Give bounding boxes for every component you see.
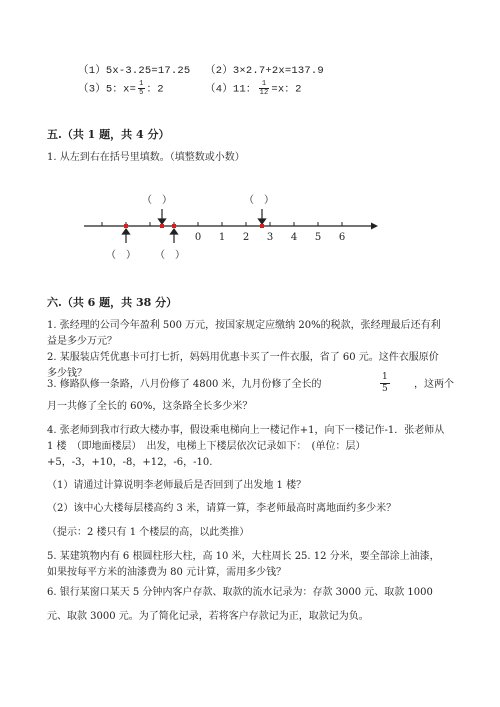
down-arrow-head-1 [159,219,166,224]
section-6-question-1: 1. 张经理的公司今年盈利 500 万元，按国家规定应缴纳 20%的税款，张经理最后还有利益是多少万元？ [47,320,441,347]
section-5-title: 五.（共 1 题，共 4 分） [47,128,170,141]
down-arrow-head-2 [259,219,266,224]
point-a [124,224,128,228]
bracket-bottom-1: （ ） [106,250,136,261]
tick-label-5: 5 [314,232,322,243]
equation-3-numerator: 1 [139,80,144,88]
section-6-title: 六.（共 6 题，共 38 分） [47,296,178,309]
bracket-top-1: （ ） [142,195,172,206]
question-3-text-before: 3. 修路队修一条路，八月份修了 4800 米，九月份修了全长的 [47,379,322,390]
equation-3-denominator: 5 [139,89,144,97]
question-3-denominator: 5 [382,384,388,394]
equation-4-numerator: 1 [259,80,270,89]
tick-label-6: 6 [338,232,346,243]
bracket-bottom-2: （ ） [155,250,185,261]
point-d [260,224,264,228]
tick-label-2: 2 [242,232,250,243]
question-4-sub-1: （1）请通过计算说明李老师最后是否回到了出发地 1 楼？ [47,480,307,491]
equation-4-left: （4）11： [205,83,257,96]
up-arrow-head-1 [123,229,130,234]
equation-4-denominator: 12 [259,89,269,97]
question-3-fraction [380,372,390,395]
equation-4 [205,80,302,97]
section-5-question-1: 1. 从左到右在括号里填数。（填整数或小数） [47,152,245,163]
equation-1: （1）5x-3.25=17.25 [78,65,191,77]
point-b [160,224,164,228]
equation-3-fraction [138,80,144,97]
number-line-arrowhead [371,223,378,230]
equation-4-fraction [259,80,270,97]
question-4-sub-2: （2）该中心大楼每层楼高约 3 米，请算一算，李老师最高时离地面约多少米？ [47,503,397,514]
tick-label-4: 4 [290,232,298,243]
tick-label-1: 1 [218,232,226,243]
equation-2: （2）3×2.7+2x=137.9 [205,65,324,77]
equation-3-right: ：2 [146,83,164,96]
question-3-numerator: 1 [382,372,388,382]
number-line-diagram [0,185,500,270]
section-6-question-6: 6. 银行某窗口某天 5 分钟内客户存款、取款的流水记录为：存款 3000 元、取款 1000 元、取款 3000 元。为了简化记录，若将客户存款记为正，取款记为负。 [47,587,433,622]
point-c [172,224,176,228]
section-6-question-2: 2. 某服装店凭优惠卡可打七折，妈妈用优惠卡买了一件衣服，省了 60 元。这件衣服原价多少钱？ [47,352,439,379]
equation-4-right: =x：2 [271,83,302,96]
question-4-hint: （提示：2 楼只有 1 个楼层的高，以此类推） [47,527,250,538]
question-3-text-after: ，这两个 [414,379,454,390]
section-6-question-3-line-1 [47,377,322,393]
tick-label-0: 0 [194,232,202,243]
equation-3-left: （3）5：x= [78,83,137,96]
up-arrow-head-2 [171,229,178,234]
equation-3 [78,80,164,97]
section-6-question-3-line-2: 月一共修了全长的 60%，这条路全长多少米？ [47,401,253,412]
tick-label-3: 3 [266,232,274,243]
section-6-question-5: 5. 某建筑物内有 6 根圆柱形大柱，高 10 米，大柱周长 25. 12 分米，要全部涂上油漆，如果按每平方米的油漆费为 80 元计算，需用多少钱？ [47,551,440,578]
section-6-question-4: 4. 张老师到我市行政大楼办事，假设乘电梯向上一楼记作+1，向下一楼记作-1．张老师从 1 楼 （即地面楼层） 出发，电梯上下楼层依次记录如下： (单位：层）+5，-3，+10，-8，+12，-6，-10. [47,425,445,468]
bracket-top-2: （ ） [244,195,274,206]
